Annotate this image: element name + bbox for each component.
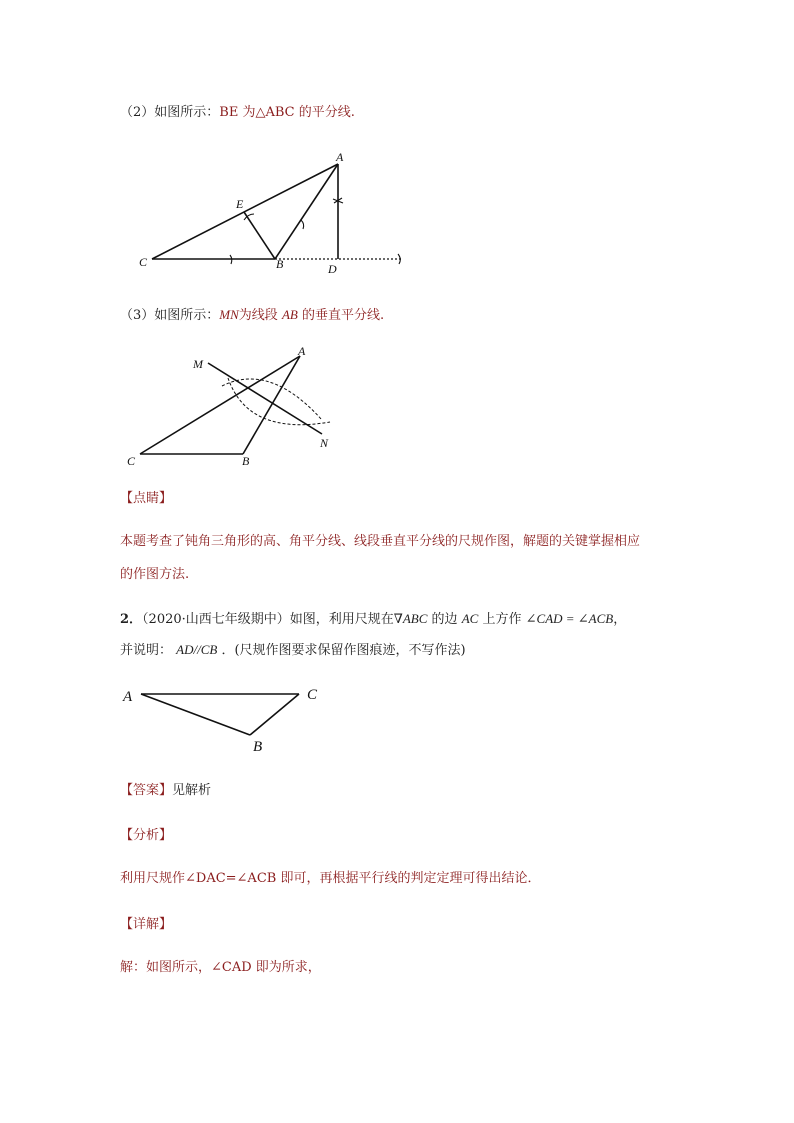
fig3-side-ab (141, 694, 250, 735)
answer-header: 【答案】 (120, 782, 173, 797)
fig2-label-b: B (242, 454, 250, 468)
fig1-label-c: C (139, 255, 148, 269)
analysis-text: 利用尺规作∠DAC=∠ACB 即可，再根据平行线的判定定理可得出结论． (120, 871, 541, 886)
fig3-lines (141, 694, 299, 735)
part2-prefix: （2）如图所示： (120, 105, 220, 120)
fig2-label-a: A (298, 344, 306, 358)
answer-line (120, 781, 211, 800)
fig1-label-b: B (276, 257, 284, 271)
analysis-header: 【分析】 (120, 827, 173, 842)
part3-ab: AB (281, 307, 298, 322)
fig3-label-a: A (123, 689, 133, 705)
part3-mid: 为线段 (238, 308, 278, 323)
q2-number: 2． (120, 612, 143, 627)
q2-line2-prefix: 并说明： (120, 643, 173, 658)
part2-be: BE (219, 105, 239, 120)
q2-ac: AC (461, 611, 479, 626)
fig1-label-e: E (236, 197, 244, 211)
fig1-label-a: A (336, 150, 344, 164)
dianjing-line1: 本题考查了钝角三角形的高、角平分线、线段垂直平分线的尺规作图，解题的关键掌握相应 (120, 534, 641, 549)
fig2-label-m: M (193, 357, 203, 371)
q2-side: 的边 (431, 612, 458, 627)
dianjing-line2: 的作图方法. (120, 567, 190, 582)
q2-equation: ∠CAD = ∠ACB (525, 611, 614, 626)
part3-mn: MN (219, 307, 239, 322)
fig3-label-b: B (253, 739, 263, 755)
part3-tail: 的垂直平分线. (301, 308, 385, 323)
fig2-label-c: C (127, 454, 136, 468)
part2-tail: 的平分线. (298, 105, 355, 120)
q2-source: （2020·山西七年级期中）如图，利用尺规在 (142, 612, 394, 627)
q2-parallel: AD//CB (176, 642, 218, 657)
q2-line2-tail: ．(尺规作图要求保留作图痕迹，不写作法) (221, 643, 466, 658)
detail-text: 解：如图所示，∠CAD 即为所求， (120, 960, 321, 975)
answer-text: 见解析 (172, 783, 212, 798)
detail-header: 【详解】 (120, 916, 173, 931)
dianjing-header: 【点睛】 (120, 490, 173, 505)
q2-comma: ， (613, 612, 627, 627)
part3-prefix: （3）如图所示： (120, 308, 220, 323)
q2-triangle: ∇ABC (393, 611, 428, 626)
fig1-label-d: D (328, 262, 337, 276)
q2-make: 上方作 (482, 612, 522, 627)
fig3-label-c: C (307, 687, 318, 703)
part2-mid: 为△ABC (242, 105, 295, 120)
fig2-label-n: N (320, 436, 329, 450)
fig3-side-bc (250, 694, 299, 735)
